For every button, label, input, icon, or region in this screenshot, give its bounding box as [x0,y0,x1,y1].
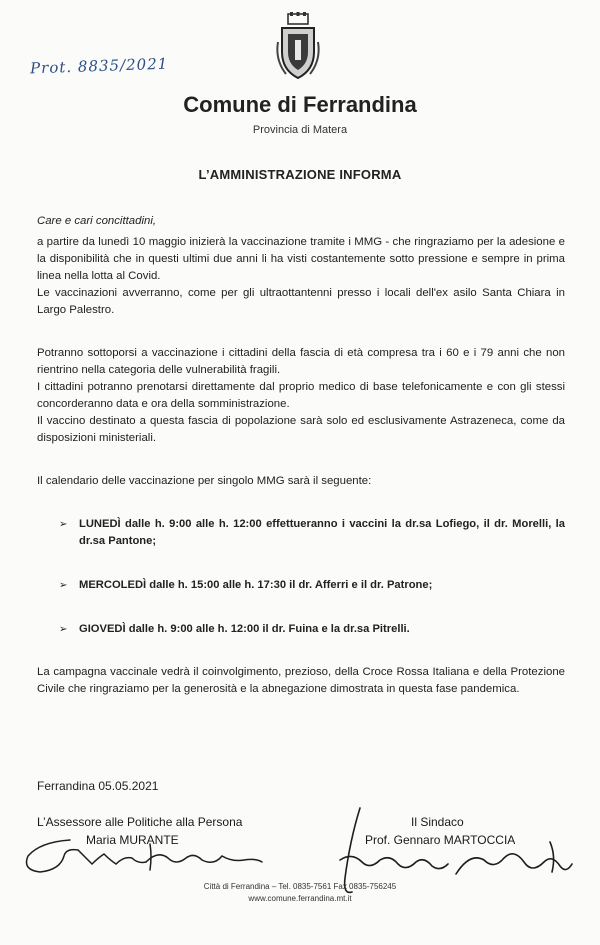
arrow-bullet-icon: ➢ [59,580,68,591]
announcement-heading: L’AMMINISTRAZIONE INFORMA [198,167,402,182]
paragraph-closing: La campagna vaccinale vedrà il coinvolgimento, prezioso, della Croce Rossa Italiana e della Protezione Civile che ringraziamo per la generosità e la abnegazione dimostrata in questa fase pandemica. [37,666,565,695]
coat-of-arms-icon [274,12,322,82]
footer-contacts: Città di Ferrandina – Tel. 0835-7561 Fax 0835-756245 [203,882,397,891]
announcement-body [37,213,565,698]
paragraph-calendar-intro: Il calendario delle vaccinazione per singolo MMG sarà il seguente: [37,475,372,487]
salutation: Care e cari concittadini, [37,215,157,227]
sindaco-name: Prof. Gennaro MARTOCCIA [365,833,516,847]
arrow-bullet-icon: ➢ [59,624,68,635]
schedule-item-thursday: ➢ GIOVEDÌ dalle h. 9:00 alle h. 12:00 il dr. Fuina e la dr.sa Pitrelli. [37,621,565,638]
paragraph-booking: I cittadini potranno prenotarsi direttamente dal proprio medico di base telefonicamente e con gli stessi concorderanno data e ora della somministrazione. [37,381,565,410]
paragraph-location: Le vaccinazioni avverranno, come per gli ultraottantenni presso i locali dell'ex asilo Santa Chiara in Largo Palestro. [37,287,565,316]
document-date: Ferrandina 05.05.2021 [37,779,159,793]
schedule-list [37,516,565,638]
paragraph-eligibility: Potranno sottoporsi a vaccinazione i cittadini della fascia di età compresa tra i 60 e i 79 anni che non rientrino nella categoria delle vulnerabilità fragili. [37,347,565,376]
arrow-bullet-icon: ➢ [59,519,68,530]
schedule-item-monday: ➢ LUNEDÌ dalle h. 9:00 alle h. 12:00 effettueranno i vaccini la dr.sa Lofiego, il dr. Morelli, la dr.sa Pantone; [59,518,565,547]
assessore-name: Maria MURANTE [86,833,179,847]
schedule-item-wednesday: ➢ MERCOLEDÌ dalle h. 15:00 alle h. 17:30 il dr. Afferri e il dr. Patrone; [37,577,565,594]
footer-website: www.comune.ferrandina.mt.it [248,894,352,903]
paragraph-vaccine: Il vaccino destinato a questa fascia di popolazione sarà solo ed esclusivamente Astrazeneca, come da disposizioni ministeriali. [37,415,565,444]
page-title: Comune di Ferrandina [183,92,417,117]
sindaco-role: Il Sindaco [411,815,464,829]
assessore-role: L’Assessore alle Politiche alla Persona [37,815,243,829]
page-subtitle: Provincia di Matera [252,124,348,136]
paragraph-start-date: a partire da lunedì 10 maggio inizierà la vaccinazione tramite i MMG - che ringraziamo per la adesione e la disponibilità che in questi ultimi due anni li ha visti costantemente sotto pressione e sempre in prima linea nella lotta al Covid. [37,236,565,282]
protocol-handwritten-note: Prot. 8835/2021 [29,54,169,78]
